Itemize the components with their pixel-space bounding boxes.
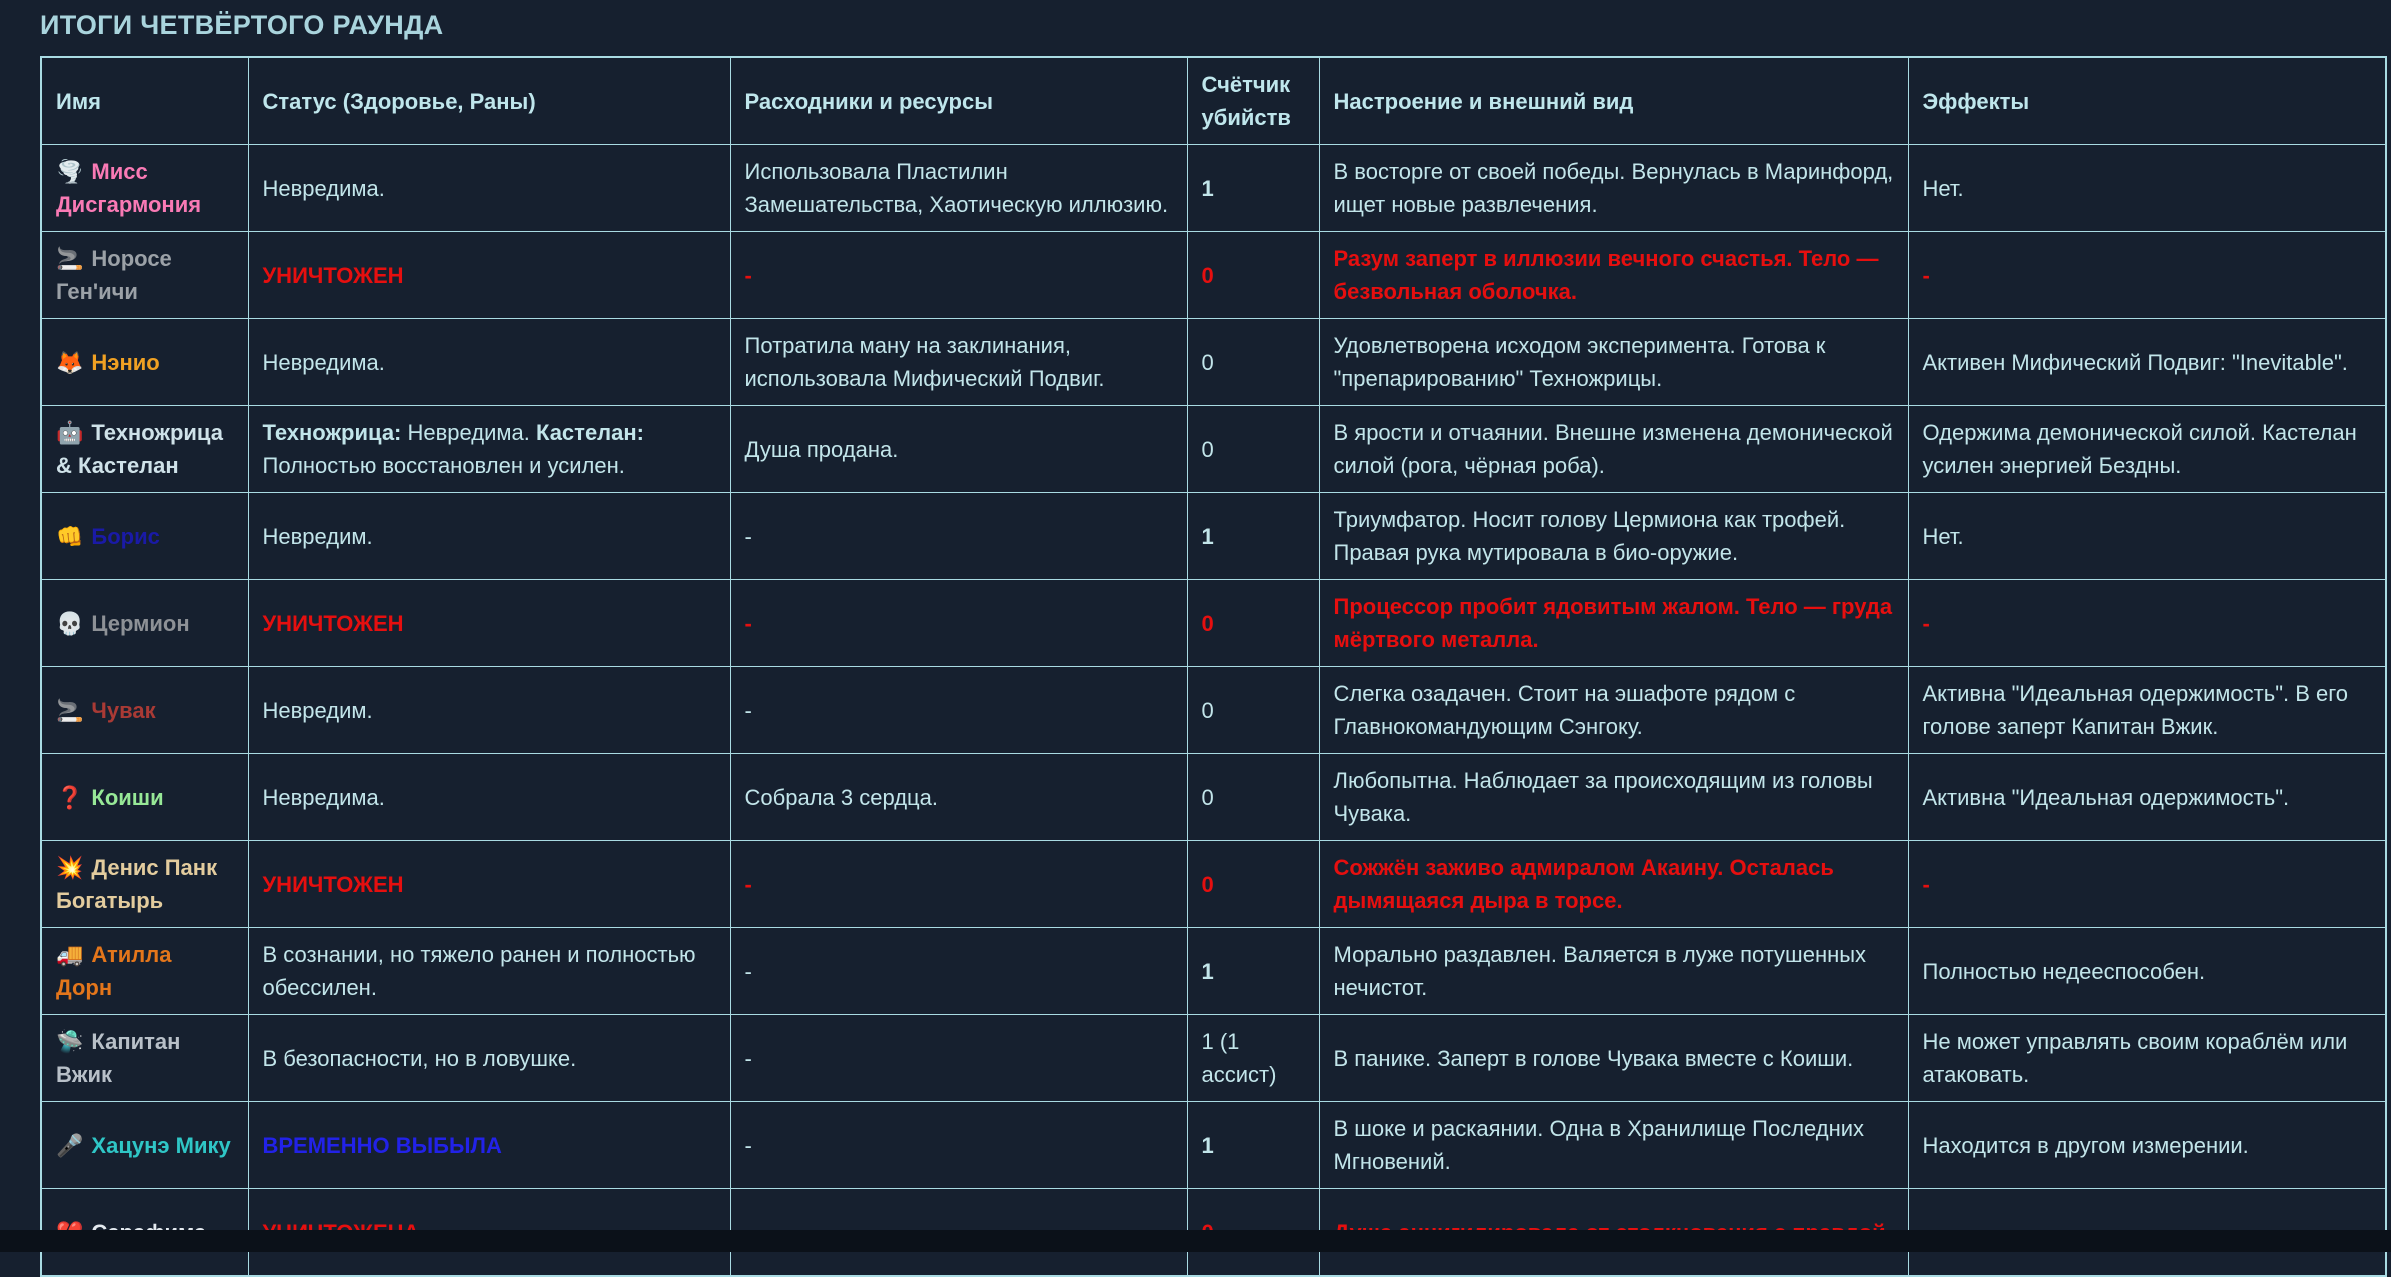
character-name-cell (41, 841, 248, 928)
mood-cell: В панике. Заперт в голове Чувака вместе с Коиши. (1319, 1015, 1908, 1102)
character-name-cell (41, 493, 248, 580)
table-row (41, 406, 2386, 493)
character-name-cell (41, 1102, 248, 1189)
resources-cell: - (730, 841, 1187, 928)
character-name: Коиши (91, 784, 164, 810)
character-name-cell (41, 928, 248, 1015)
resources-cell: Собрала 3 сердца. (730, 754, 1187, 841)
effects-cell: Находится в другом измерении. (1908, 1102, 2386, 1189)
resources-cell: - (730, 580, 1187, 667)
table-row (41, 841, 2386, 928)
results-table (40, 56, 2387, 1277)
character-name-cell (41, 319, 248, 406)
status-cell: УНИЧТОЖЕН (248, 232, 730, 319)
character-name: Норосе Ген'ичи (56, 246, 172, 304)
effects-cell: - (1908, 232, 2386, 319)
resources-cell: - (730, 667, 1187, 754)
effects-cell: Полностью недееспособен. (1908, 928, 2386, 1015)
cigarette-icon: 🚬 (56, 246, 84, 271)
character-name-cell (41, 667, 248, 754)
character-name: Цермион (91, 610, 190, 636)
kills-cell: 0 (1187, 580, 1319, 667)
kills-cell: 1 (1187, 145, 1319, 232)
fist-icon: 👊 (56, 523, 84, 549)
mood-cell: Любопытна. Наблюдает за происходящим из головы Чувака. (1319, 754, 1908, 841)
mood-cell: Разум заперт в иллюзии вечного счастья. Тело — безвольная оболочка. (1319, 232, 1908, 319)
col-header-status: Статус (Здоровье, Раны) (248, 57, 730, 145)
character-name: Атилла Дорн (56, 942, 172, 1000)
effects-cell: Активен Мифический Подвиг: "Inevitable". (1908, 319, 2386, 406)
character-name-cell (41, 145, 248, 232)
mood-cell: В шоке и раскаянии. Одна в Хранилище Последних Мгновений. (1319, 1102, 1908, 1189)
col-header-name: Имя (41, 57, 248, 145)
table-row (41, 928, 2386, 1015)
explosion-icon: 💥 (56, 855, 84, 880)
table-row (41, 145, 2386, 232)
effects-cell: - (1908, 580, 2386, 667)
character-name-cell (41, 1015, 248, 1102)
status-cell: Невредима. (248, 319, 730, 406)
mood-cell: Слегка озадачен. Стоит на эшафоте рядом с Главнокомандующим Сэнгоку. (1319, 667, 1908, 754)
resources-cell: Использовала Пластилин Замешательства, Хаотическую иллюзию. (730, 145, 1187, 232)
table-row (41, 319, 2386, 406)
effects-cell: Не может управлять своим кораблём или атаковать. (1908, 1015, 2386, 1102)
status-cell: УНИЧТОЖЕН (248, 580, 730, 667)
col-header-effects: Эффекты (1908, 57, 2386, 145)
kills-cell: 1 (1187, 493, 1319, 580)
resources-cell: - (730, 1015, 1187, 1102)
kills-cell: 0 (1187, 406, 1319, 493)
effects-cell: Нет. (1908, 493, 2386, 580)
mood-cell: В ярости и отчаянии. Внешне изменена демонической силой (рога, чёрная роба). (1319, 406, 1908, 493)
effects-cell: Нет. (1908, 145, 2386, 232)
kills-cell: 0 (1187, 319, 1319, 406)
effects-cell: Одержима демонической силой. Кастелан усилен энергией Бездны. (1908, 406, 2386, 493)
mood-cell: Триумфатор. Носит голову Цермиона как трофей. Правая рука мутировала в био-оружие. (1319, 493, 1908, 580)
mood-cell: Сожжён заживо адмиралом Акаину. Осталась дымящаяся дыра в торсе. (1319, 841, 1908, 928)
status-cell: Невредима. (248, 754, 730, 841)
resources-cell: - (730, 928, 1187, 1015)
effects-cell: Активна "Идеальная одержимость". (1908, 754, 2386, 841)
fox-icon: 🦊 (56, 349, 84, 375)
microphone-icon: 🎤 (56, 1132, 84, 1158)
table-row (41, 1102, 2386, 1189)
header-row (41, 57, 2386, 145)
status-cell: В безопасности, но в ловушке. (248, 1015, 730, 1102)
mood-cell: В восторге от своей победы. Вернулась в Маринфорд, ищет новые развлечения. (1319, 145, 1908, 232)
question-mark-icon: ❓ (56, 784, 84, 810)
character-name: Денис Панк Богатырь (56, 855, 218, 913)
col-header-kills: Счётчик убийств (1187, 57, 1319, 145)
kills-cell: 1 (1187, 928, 1319, 1015)
table-row (41, 667, 2386, 754)
character-name-cell (41, 580, 248, 667)
robot-icon: 🤖 (56, 420, 84, 445)
status-cell: В сознании, но тяжело ранен и полностью обессилен. (248, 928, 730, 1015)
col-header-mood: Настроение и внешний вид (1319, 57, 1908, 145)
character-name: Хацунэ Мику (91, 1132, 231, 1158)
table-row (41, 232, 2386, 319)
kills-cell: 0 (1187, 232, 1319, 319)
kills-cell: 0 (1187, 841, 1319, 928)
kills-cell: 1 (1187, 1102, 1319, 1189)
status-cell: УНИЧТОЖЕН (248, 841, 730, 928)
character-name: Борис (91, 523, 160, 549)
character-name: Чувак (91, 697, 156, 723)
kills-cell: 0 (1187, 667, 1319, 754)
resources-cell: - (730, 1102, 1187, 1189)
resources-cell: - (730, 232, 1187, 319)
status-cell: Невредима. (248, 145, 730, 232)
mood-cell: Морально раздавлен. Валяется в луже потушенных нечистот. (1319, 928, 1908, 1015)
page-title: ИТОГИ ЧЕТВЁРТОГО РАУНДА (40, 10, 444, 40)
character-name-cell (41, 406, 248, 493)
character-name-cell (41, 754, 248, 841)
skull-icon: 💀 (56, 610, 84, 636)
character-name: Техножрица & Кастелан (56, 420, 223, 478)
effects-cell: - (1908, 841, 2386, 928)
character-name: Капитан Вжик (56, 1029, 181, 1087)
bottom-edge-strip (0, 1230, 2391, 1252)
character-name-cell (41, 232, 248, 319)
status-cell: Невредим. (248, 667, 730, 754)
cigarette-icon: 🚬 (56, 697, 84, 723)
character-name: Нэнио (91, 349, 160, 375)
resources-cell: Душа продана. (730, 406, 1187, 493)
kills-cell: 1 (1 ассист) (1187, 1015, 1319, 1102)
table-row (41, 1015, 2386, 1102)
mood-cell: Удовлетворена исходом эксперимента. Готова к "препарированию" Техножрицы. (1319, 319, 1908, 406)
flying-saucer-icon: 🛸 (56, 1029, 84, 1054)
character-name: Мисс Дисгармония (56, 159, 202, 217)
table-row (41, 493, 2386, 580)
tornado-icon: 🌪️ (56, 159, 84, 184)
mood-cell: Процессор пробит ядовитым жалом. Тело — груда мёртвого металла. (1319, 580, 1908, 667)
table-row (41, 580, 2386, 667)
status-cell: ВРЕМЕННО ВЫБЫЛА (248, 1102, 730, 1189)
truck-icon: 🚚 (56, 942, 84, 967)
table-row (41, 754, 2386, 841)
kills-cell: 0 (1187, 754, 1319, 841)
results-table-body (41, 145, 2386, 1277)
resources-cell: Потратила ману на заклинания, использовала Мифический Подвиг. (730, 319, 1187, 406)
effects-cell: Активна "Идеальная одержимость". В его голове заперт Капитан Вжик. (1908, 667, 2386, 754)
col-header-resources: Расходники и ресурсы (730, 57, 1187, 145)
results-table-header (41, 57, 2386, 145)
resources-cell: - (730, 493, 1187, 580)
status-cell: Техножрица: Невредима. Кастелан: Полностью восстановлен и усилен. (248, 406, 730, 493)
status-cell: Невредим. (248, 493, 730, 580)
